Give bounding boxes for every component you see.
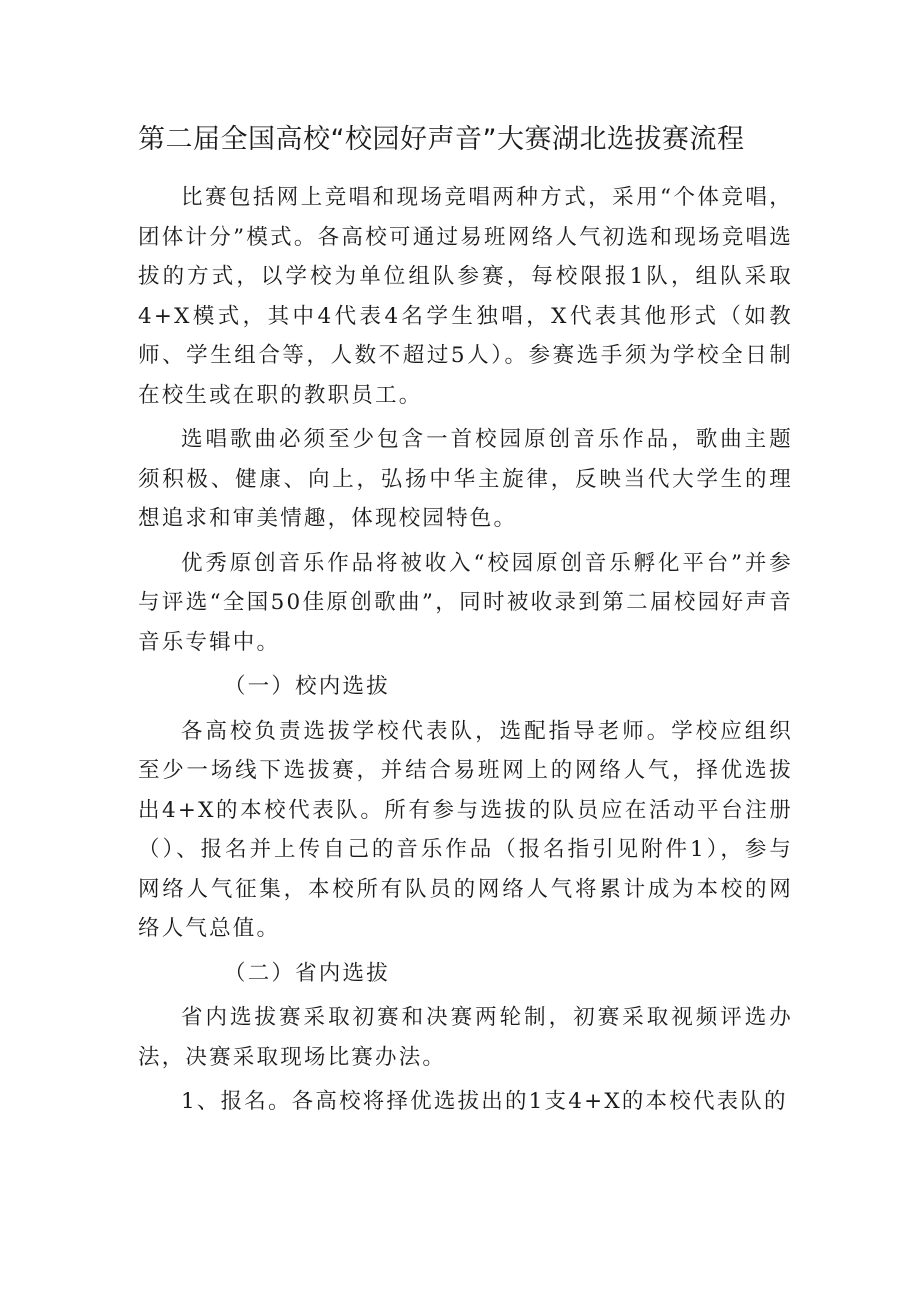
province-selection-paragraph: 省内选拔赛采取初赛和决赛两轮制，初赛采取视频评选办法，决赛采取现场比赛办法。	[138, 1005, 793, 1070]
section-heading-campus: （一）校内选拔	[224, 674, 390, 699]
document-title: 第二届全国高校“校园好声音”大赛湖北选拔赛流程	[138, 124, 745, 155]
section-heading-province: （二）省内选拔	[224, 960, 390, 986]
intro-paragraph: 比赛包括网上竞唱和现场竞唱两种方式，采用“个体竞唱，团体计分”模式。各高校可通过易班网络人气初选和现场竞唱选拔的方式，以学校为单位组队参赛，每校限报1队，组队采取4+X模式，其中4代表4名学生独唱，X代表其他形式（如教师、学生组合等，人数不超过5人）。参赛选手须为学校全日制在校生或在职的教职员工。	[138, 185, 793, 408]
original-works-paragraph: 优秀原创音乐作品将被收入“校园原创音乐孵化平台”并参与评选“全国50佳原创歌曲”，同时被收录到第二届校园好声音音乐专辑中。	[138, 550, 793, 655]
campus-selection-paragraph: 各高校负责选拔学校代表队，选配指导老师。学校应组织至少一场线下选拔赛，并结合易班网上的网络人气，择优选拔出4+X的本校代表队。所有参与选拔的队员应在活动平台注册（）、报名并上传自己的音乐作品（报名指引见附件1），参与网络人气征集，本校所有队员的网络人气将累计成为本校的网络人气总值。	[138, 718, 793, 941]
registration-item: 1、报名。各高校将择优选拔出的1支4+X的本校代表队的	[181, 1089, 788, 1114]
document-body	[138, 178, 793, 1127]
song-requirement-paragraph: 选唱歌曲必须至少包含一首校园原创音乐作品，歌曲主题须积极、健康、向上，弘扬中华主旋律，反映当代大学生的理想追求和审美情趣，体现校园特色。	[138, 427, 793, 531]
